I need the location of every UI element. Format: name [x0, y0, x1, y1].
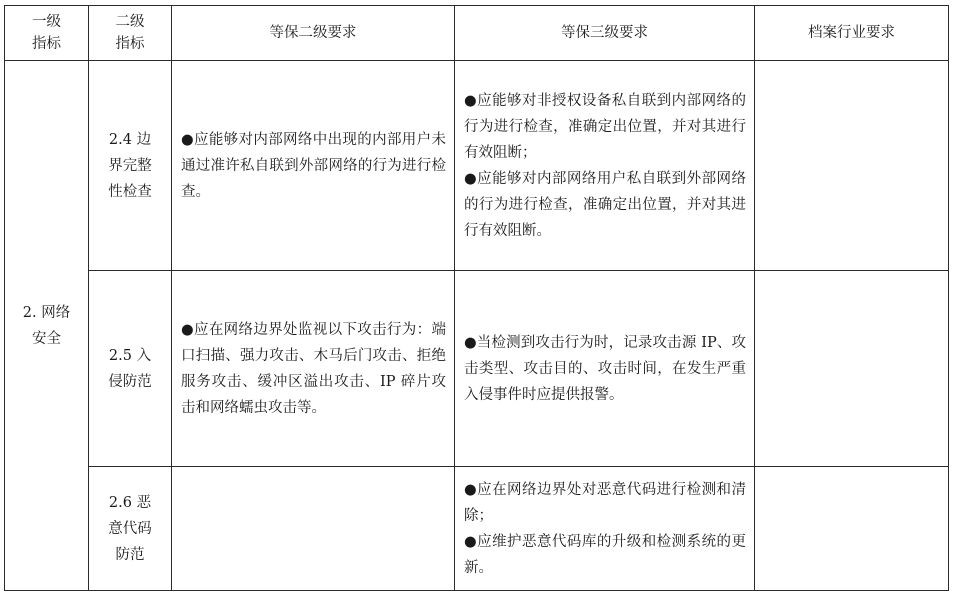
- grade3-bullet: ●应能够对内部网络用户私自联到外部网络的行为进行检查，准确定出位置，并对其进行有效阻断。: [464, 170, 746, 239]
- grade2-cell: [172, 467, 455, 591]
- level2-text: 2.5 入侵防范: [108, 347, 152, 390]
- grade3-cell: [455, 467, 755, 591]
- header-row: [5, 6, 949, 61]
- grade2-bullet: ●应在网络边界处监视以下攻击行为：端口扫描、强力攻击、木马后门攻击、拒绝服务攻击、缓冲区溢出攻击、IP 碎片攻击和网络蠕虫攻击等。: [181, 321, 446, 416]
- grade2-cell: [172, 271, 455, 467]
- level2-cell: [89, 467, 172, 591]
- requirements-table: [4, 5, 949, 591]
- header-grade2: 等保二级要求: [172, 6, 455, 61]
- level2-cell: [89, 61, 172, 271]
- grade2-cell: [172, 61, 455, 271]
- level2-cell: [89, 271, 172, 467]
- table-row: [5, 271, 949, 467]
- level1-cell: [5, 61, 89, 591]
- grade3-cell: [455, 61, 755, 271]
- grade3-bullet: ●应在网络边界处对恶意代码进行检测和清除；: [464, 481, 746, 524]
- archive-cell: [755, 271, 949, 467]
- header-grade3: 等保三级要求: [455, 6, 755, 61]
- grade2-bullet: ●应能够对内部网络中出现的内部用户未通过准许私自联到外部网络的行为进行检查。: [181, 131, 446, 200]
- table-row: [5, 467, 949, 591]
- table-row: [5, 61, 949, 271]
- header-level2: [89, 6, 172, 61]
- header-level1: [5, 6, 89, 61]
- header-archive: 档案行业要求: [755, 6, 949, 61]
- grade3-cell: [455, 271, 755, 467]
- level2-text: 2.6 恶意代码防范: [108, 494, 152, 563]
- archive-cell: [755, 467, 949, 591]
- header-level1-text: 一级指标: [32, 14, 61, 52]
- archive-cell: [755, 61, 949, 271]
- level1-text: 2. 网络安全: [22, 304, 71, 347]
- header-level2-text: 二级指标: [115, 14, 145, 52]
- grade3-bullet: ●应维护恶意代码库的升级和检测系统的更新。: [464, 533, 746, 576]
- grade3-bullet: ●当检测到攻击行为时，记录攻击源 IP、攻击类型、攻击目的、攻击时间，在发生严重入侵事件时应提供报警。: [464, 334, 746, 403]
- grade3-bullet: ●应能够对非授权设备私自联到内部网络的行为进行检查，准确定出位置，并对其进行有效阻断；: [464, 92, 746, 161]
- level2-text: 2.4 边界完整性检查: [108, 131, 152, 200]
